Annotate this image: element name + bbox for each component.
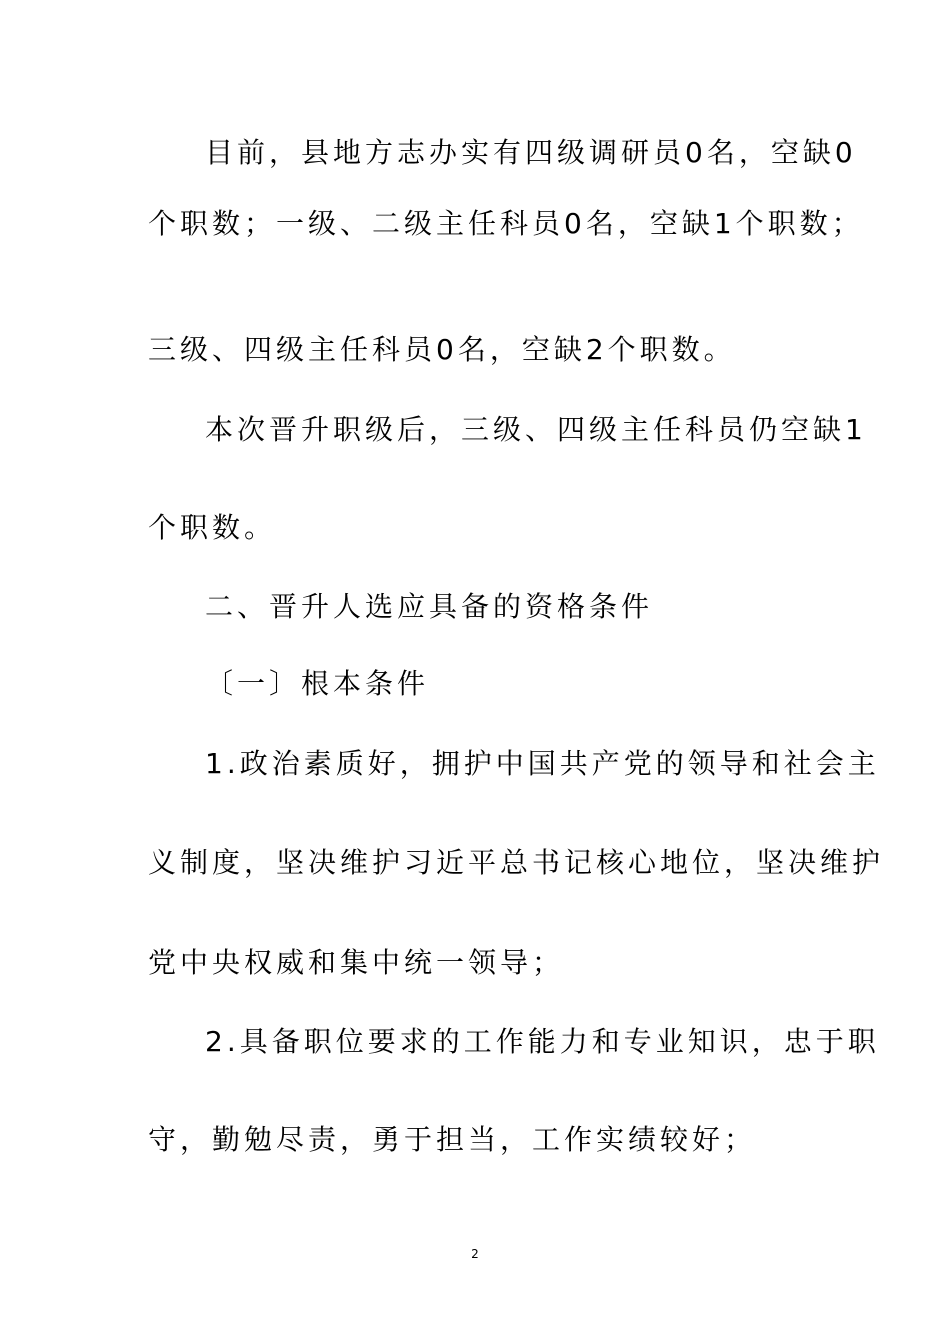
paragraph-line: 1.政治素质好，拥护中国共产党的领导和社会主 bbox=[205, 747, 880, 780]
paragraph-line: 守，勤勉尽责，勇于担当，工作实绩较好； bbox=[148, 1123, 757, 1156]
section-heading: 二、晋升人选应具备的资格条件 bbox=[205, 590, 654, 623]
paragraph-line: 三级、四级主任科员0名，空缺2个职数。 bbox=[148, 333, 736, 366]
paragraph-line: 个职数。 bbox=[148, 511, 277, 544]
paragraph-line: 个职数；一级、二级主任科员0名，空缺1个职数； bbox=[148, 207, 864, 240]
paragraph-line: 义制度，坚决维护习近平总书记核心地位，坚决维护 bbox=[148, 846, 885, 879]
paragraph-line: 党中央权威和集中统一领导； bbox=[148, 946, 565, 979]
paragraph-line: 本次晋升职级后，三级、四级主任科员仍空缺1 bbox=[205, 413, 867, 446]
paragraph-line: 2.具备职位要求的工作能力和专业知识，忠于职 bbox=[205, 1025, 880, 1058]
subsection-heading: 〔一〕根本条件 bbox=[205, 667, 430, 700]
paragraph-line: 目前，县地方志办实有四级调研员0名，空缺0 bbox=[205, 136, 857, 169]
page-number: 2 bbox=[471, 1247, 479, 1261]
